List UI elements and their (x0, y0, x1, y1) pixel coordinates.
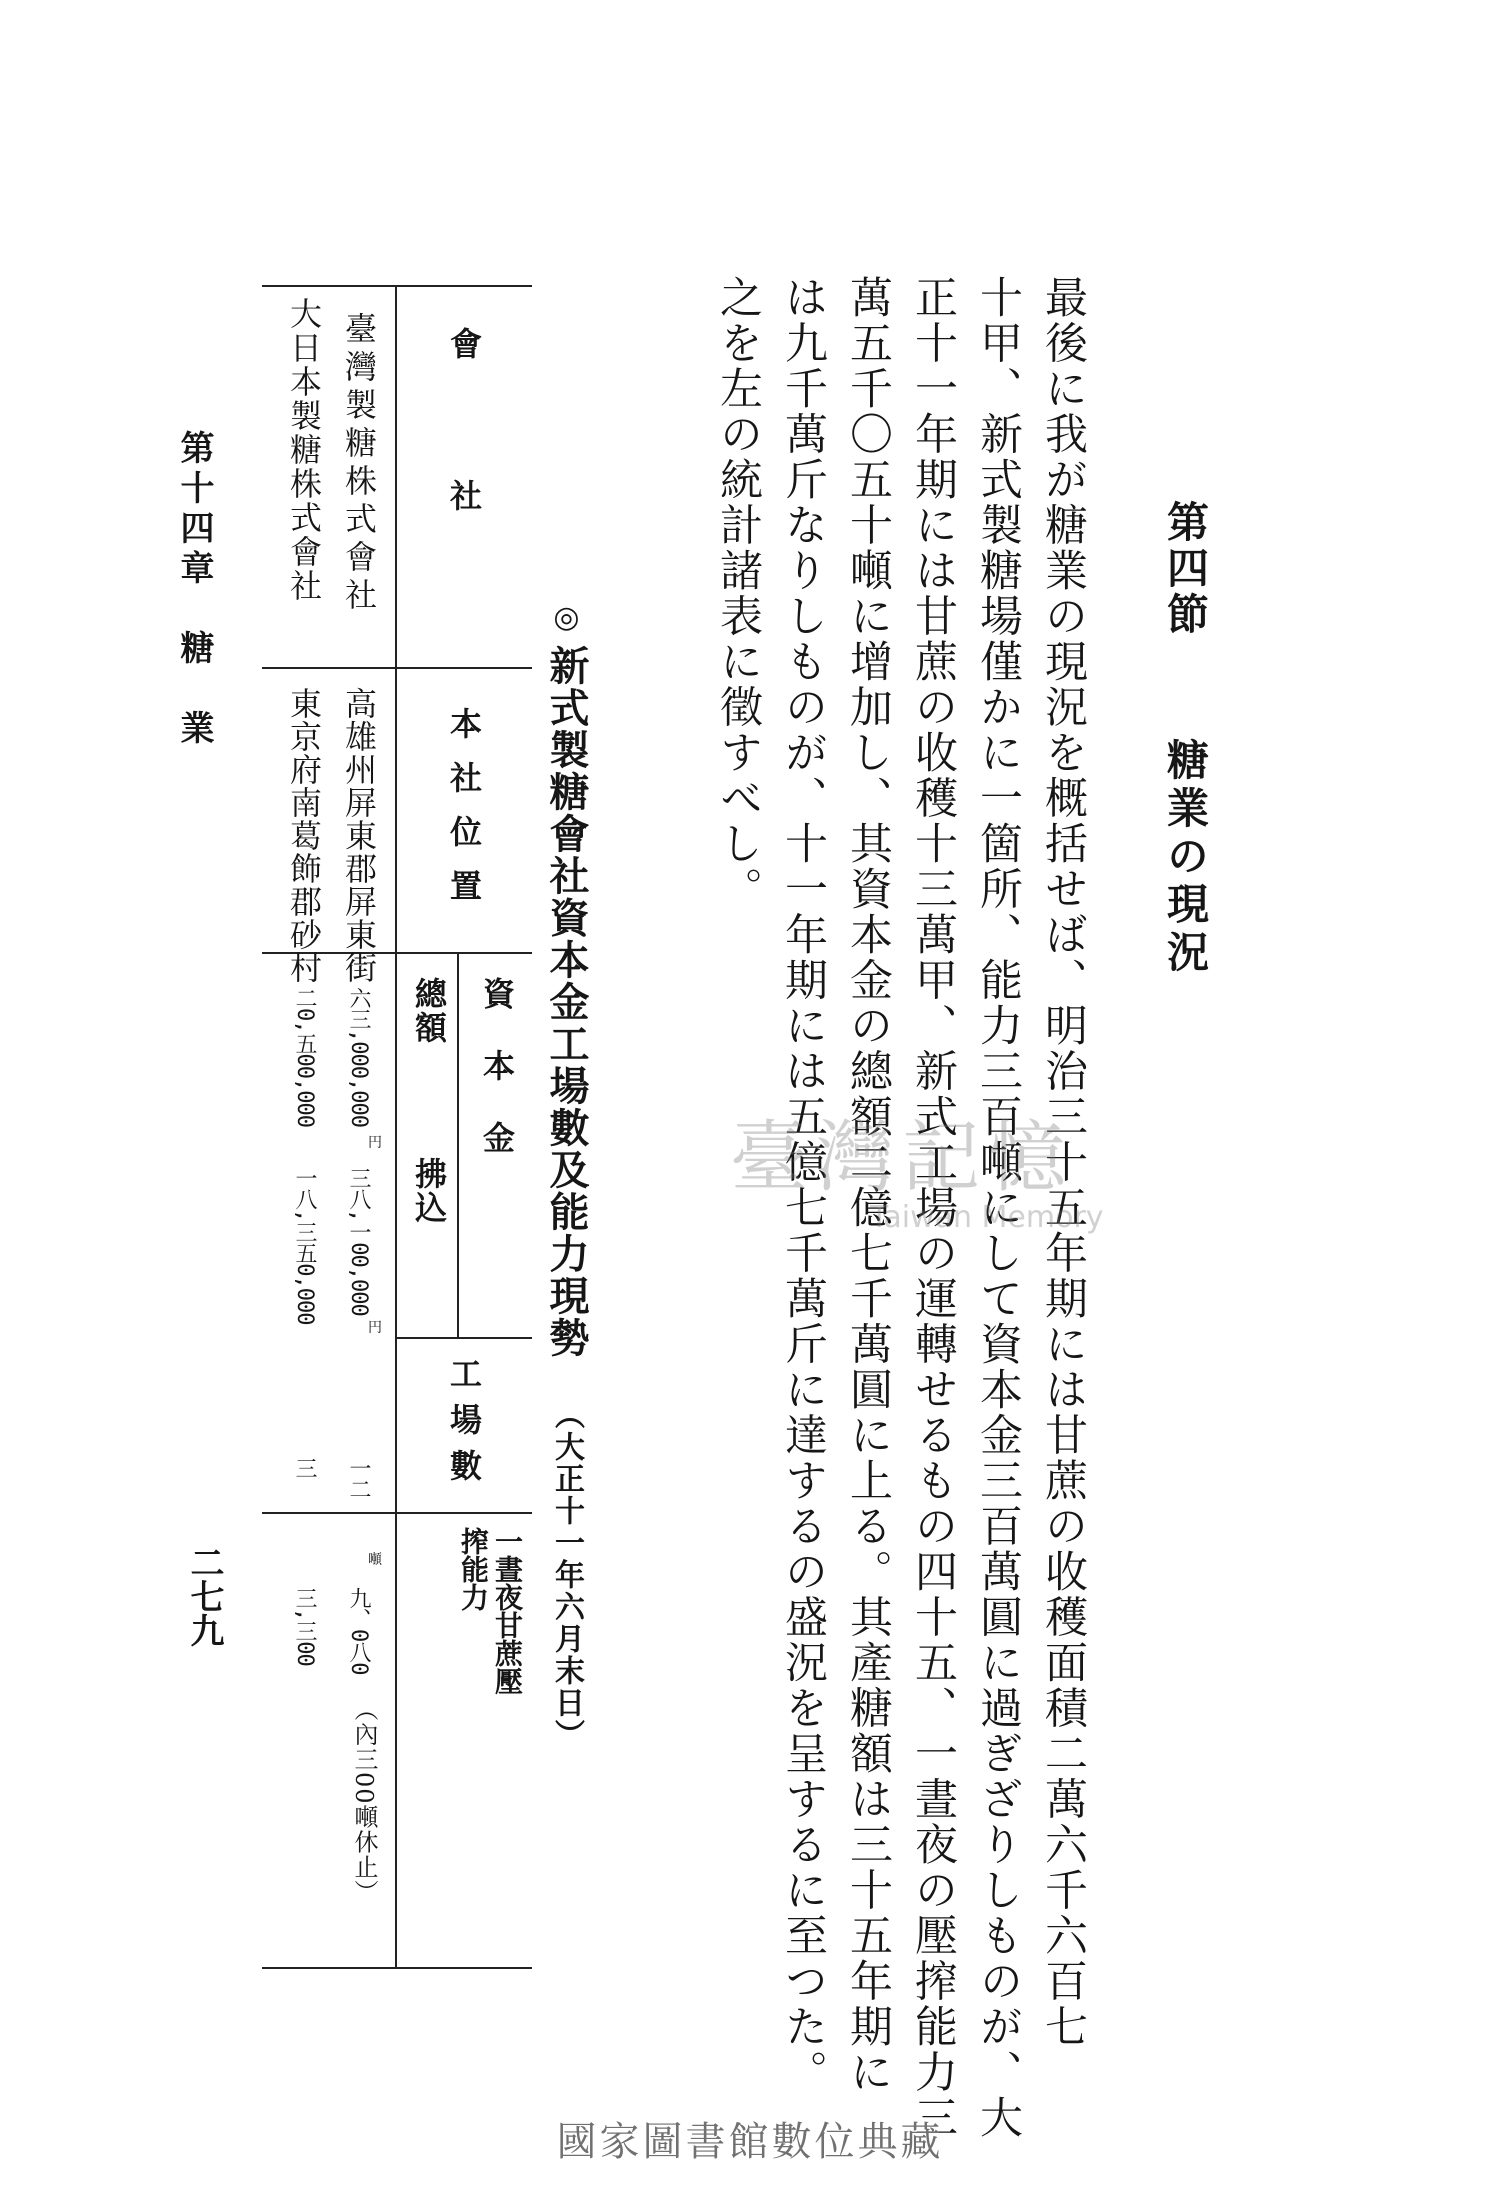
header-factories: 工場數 (445, 1357, 483, 1495)
section-title: 糖業の現況 (1161, 738, 1210, 978)
row2-paid: 一八,三五0,000 (292, 1167, 317, 1325)
caption-date: （大正十一年六月末日） (549, 1399, 584, 1751)
header-capacity: 一晝夜甘蔗壓搾能力 (457, 1527, 524, 1695)
caption-title: 新式製糖會社資本金工場數及能力現勢 (543, 645, 590, 1359)
row2-company: 大日本製糖株式會社 (285, 297, 323, 603)
row1-capacity: 九、0八0 (346, 1587, 371, 1675)
paragraph-line: 萬五千〇五十噸に增加し、其資本金の總額二億七千萬圓に上る。其產糖額は三十五年期に (843, 275, 893, 2095)
row2-location: 東京府南葛飾郡砂村 (285, 687, 323, 984)
paragraph-line: 最後に我が糖業の現況を概括せば、明治三十五年期には甘蔗の收穫面積二萬六千六百七 (1038, 275, 1088, 2050)
unit-yen: 円 (368, 1320, 382, 1336)
row1-note: （內三00噸休止） (350, 1697, 378, 1905)
row1-paid: 三八,一00,000 (346, 1167, 371, 1316)
paragraph-line: 正十一年期には甘蔗の收穫十三萬甲、新式工場の運轉せるもの四十五、一晝夜の壓搾能力三 (908, 275, 958, 2141)
table-header (395, 287, 532, 1967)
section-label: 第四節 (1161, 500, 1210, 638)
header-location: 本社位置 (445, 707, 483, 923)
header-capital: 資本金 (478, 977, 516, 1193)
unit-ton: 噸 (368, 1552, 382, 1568)
header-total: 總額 (410, 977, 448, 1045)
row1-company: 臺灣製糖株式會社 (340, 312, 378, 616)
watermark-logo: 臺灣記憶 (730, 1113, 1075, 1203)
header-paid: 拂込 (410, 1157, 448, 1225)
page-number: 二七九 (184, 1545, 224, 1647)
watermark-subtitle: Taiwan Memory (870, 1200, 1104, 1235)
section-heading (1155, 500, 1215, 978)
paragraph-line: は九千萬斤なりしものが、十一年期には五億七千萬斤に達するの盛況を呈するに至つた。 (778, 275, 828, 2095)
statistics-table (262, 285, 532, 1969)
header-company: 會社 (445, 327, 483, 631)
library-footer: 國家圖書館數位典藏 (556, 2119, 944, 2165)
paragraph-line: 十甲、新式製糖場僅かに一箇所、能力三百噸にして資本金三百萬圓に過ぎざりしものが、大 (973, 275, 1023, 2141)
row1-location: 高雄州屏東郡屏東街 (340, 687, 378, 984)
caption-bullet-icon: ◎ (549, 600, 584, 637)
row2-capacity: 三,三00 (292, 1587, 317, 1666)
row2-factories: 三 (292, 1457, 317, 1478)
unit-yen: 円 (368, 1135, 382, 1151)
row1-total: 六三,000,000 (346, 987, 371, 1127)
paragraph-line: 之を左の統計諸表に徵すべし。 (713, 275, 763, 912)
chapter-title: 第十四章 糖 業 (174, 430, 214, 750)
table-caption (538, 600, 595, 1751)
row1-factories: 一二 (346, 1457, 371, 1499)
row2-total: 二0,五00,000 (292, 987, 317, 1127)
